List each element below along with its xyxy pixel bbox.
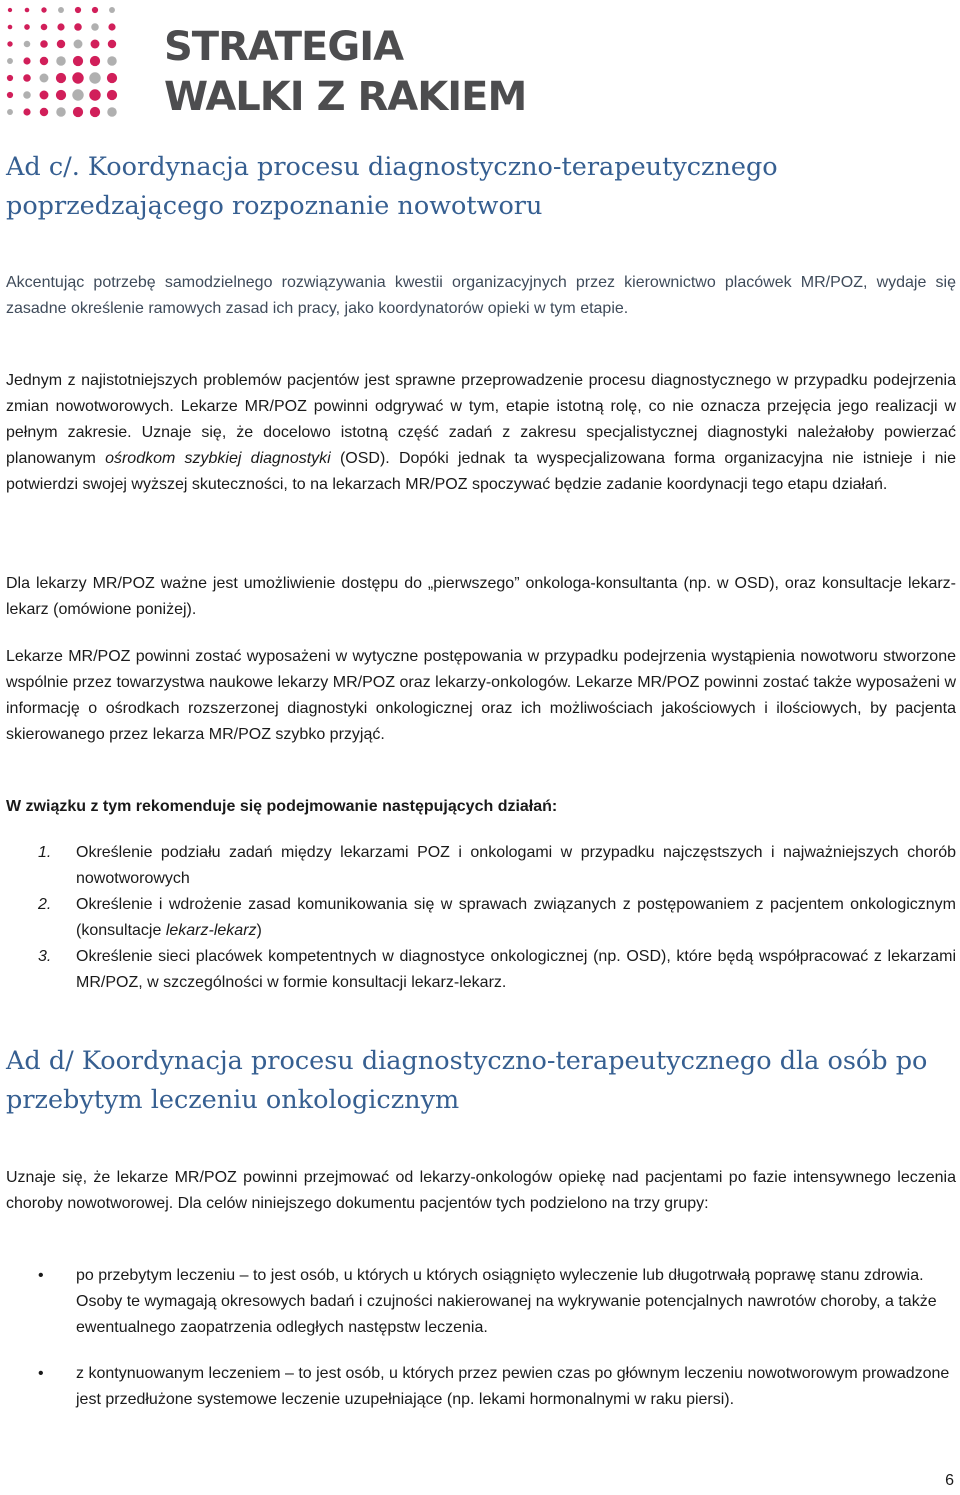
logo-dot <box>23 57 30 64</box>
logo-dot <box>23 74 31 82</box>
section-d-heading-line-1: Ad d/ Koordynacja procesu diagnostyczno-terapeutycznego dla osób po <box>6 1046 928 1076</box>
list-item <box>6 944 956 996</box>
logo-dot <box>109 7 115 13</box>
logo-dot <box>7 41 12 46</box>
section-d-paragraph-1: Uznaje się, że lekarze MR/POZ powinni przejmować od lekarzy-onkologów opiekę nad pacjentami po fazie intensywnego leczenia choroby nowotworowej. Dla celów niniejszego dokumentu pacjentów tych podzielono na trzy grupy: <box>6 1169 956 1212</box>
list-item-text-part-a: Określenie i wdrożenie zasad komunikowania się w sprawach związanych z postępowaniem z pacjentem onkologicznym (konsultacje <box>76 896 956 939</box>
section-c-paragraph-1: Akcentując potrzebę samodzielnego rozwiązywania kwestii organizacyjnych przez kierownictwo placówek MR/POZ, wydaje się zasadne określenie ramowych zasad ich pracy, jako koordynatorów opieki w tym etapie. <box>6 274 956 317</box>
list-item-text-italic: lekarz-lekarz <box>165 922 257 939</box>
logo-dot <box>56 56 66 66</box>
list-item-text: Określenie podziału zadań między lekarzami POZ i onkologami w przypadku najczęstszych i najważniejszych chorób nowotworowych <box>76 844 956 887</box>
list-item <box>6 1361 956 1413</box>
bullet-icon: • <box>38 1365 44 1382</box>
list-item <box>6 840 956 892</box>
recommendation-heading <box>6 794 956 820</box>
logo-dot <box>25 8 30 13</box>
logo-dot <box>56 90 66 100</box>
section-d-heading-line-2: przebytym leczeniu onkologicznym <box>6 1085 460 1115</box>
list-item-number: 3. <box>38 948 52 965</box>
logo-dot <box>72 72 83 83</box>
logo-dot <box>74 23 82 31</box>
list-item-number: 2. <box>38 896 52 913</box>
logo-dot <box>90 107 100 117</box>
list-item <box>6 1263 956 1341</box>
section-c-heading <box>6 148 778 226</box>
logo-dot <box>74 40 83 49</box>
logo-dot <box>40 57 48 65</box>
logo-dot <box>72 89 83 100</box>
section-c-paragraph-4: Lekarze MR/POZ powinni zostać wyposażeni w wytyczne postępowania w przypadku podejrzenia wystąpienia nowotworu stworzone wspólnie przez towarzystwa naukowe lekarzy MR/POZ oraz lekarzy-onkologów. Lekarze MR/POZ powinni zostać także wyposażeni w informację o ośrodkach rozszerzonej diagnostyki onkologicznej oraz ich możliwościach jakościowych i ilościowych, by pacjenta skierowanego przez lekarza MR/POZ szybko przyjąć. <box>6 648 956 743</box>
logo-dot <box>92 7 98 13</box>
logo-line-2: WALKI Z RAKIEM <box>164 74 527 120</box>
logo-dot <box>24 24 30 30</box>
section-c-heading-line-2: poprzedzającego rozpoznanie nowotworu <box>6 191 543 221</box>
section-c-heading-line-1: Ad c/. Koordynacja procesu diagnostyczno-terapeutycznego <box>6 152 778 182</box>
logo-dot <box>41 7 46 12</box>
logo-dot <box>40 108 48 116</box>
logo-dot <box>108 40 116 48</box>
recommendation-list <box>6 840 956 996</box>
logo-dot <box>75 7 81 13</box>
logo-dot <box>24 41 31 48</box>
page-number: 6 <box>945 1472 954 1489</box>
logo-dot <box>107 90 117 100</box>
section-c-paragraph-2-part-b: (OSD). Dopóki jednak ta wyspecjalizowana forma organizacyjna nie istnieje i nie potwierdzi swojej wyższej skuteczności, to na lekarzach MR/POZ spoczywać będzie zadanie koordynacji tego etapu działań. <box>6 450 957 493</box>
section-c-paragraph-2-italic: ośrodkom szybkiej diagnostyki <box>105 450 331 467</box>
logo-dot <box>7 75 13 81</box>
list-item-text-part-b: ) <box>256 922 262 939</box>
list-item-text: po przebytym leczeniu – to jest osób, u których u których osiągnięto wyleczenie lub długotrwałą poprawę stanu zdrowia. Osoby te wymagają okresowych badań i czujności nakierowanej na wykrywanie potencjalnych nawrotów choroby, a także ewentualnego zaopatrzenia odległych następstw leczenia. <box>76 1267 937 1336</box>
list-item-text: Określenie sieci placówek kompetentnych w diagnostyce onkologicznej (np. OSD), które będą współpracować z lekarzami MR/POZ, w szczególności w formie konsultacji lekarz-lekarz. <box>76 948 956 991</box>
logo-dot <box>7 109 13 115</box>
section-d-heading <box>6 1042 927 1120</box>
section-c-paragraph-3: Dla lekarzy MR/POZ ważne jest umożliwienie dostępu do „pierwszego” onkologa-konsultanta (np. w OSD), oraz konsultacje lekarz-lekarz (omówione poniżej). <box>6 575 956 618</box>
logo-wordmark <box>164 22 526 122</box>
logo-dot <box>58 7 64 13</box>
patient-groups-list <box>6 1263 956 1413</box>
logo-dot <box>91 23 99 31</box>
logo-dot <box>107 107 117 117</box>
logo-dot <box>56 73 66 83</box>
logo-dot <box>7 92 13 98</box>
logo-dot <box>23 91 31 99</box>
logo-dot <box>40 40 48 48</box>
list-item <box>6 892 956 944</box>
section-c-paragraph-2 <box>6 368 956 498</box>
logo-dot <box>89 72 100 83</box>
logo-dot <box>91 40 100 49</box>
logo-dot <box>40 74 49 83</box>
logo-dot <box>73 107 83 117</box>
logo-dot <box>107 56 117 66</box>
logo-dot <box>89 89 100 100</box>
list-item-number: 1. <box>38 844 52 861</box>
bullet-icon: • <box>38 1267 44 1284</box>
logo-dot <box>7 58 13 64</box>
logo-dot <box>40 91 49 100</box>
logo-dot <box>57 23 64 30</box>
logo-dot <box>56 107 66 117</box>
logo-dot <box>108 23 115 30</box>
logo-dot <box>23 108 30 115</box>
logo-dot <box>57 40 65 48</box>
logo-dot <box>107 73 117 83</box>
list-item-text: z kontynuowanym leczeniem – to jest osób, u których przez pewien czas po głównym leczeniu nowotworowym prowadzone jest przedłużone systemowe leczenie uzupełniające (np. lekami hormonalnymi w raku piersi). <box>76 1365 950 1408</box>
logo-dot <box>90 56 100 66</box>
logo-dot <box>41 24 48 31</box>
logo-dot <box>8 8 12 12</box>
section-c-paragraph-2-part-a: Jednym z najistotniejszych problemów pacjentów jest sprawne przeprowadzenie procesu diagnostycznego w przypadku podejrzenia zmian nowotworowych. Lekarze MR/POZ powinni odgrywać w tym, etapie istotną rolę, co nie oznacza przejęcia jego realizacji w pełnym zakresie. Uznaje się, że docelowo istotną część zadań z zakresu specjalistycznej diagnostyki należałoby powierzać planowanym <box>6 372 956 467</box>
recommendation-heading-text: W związku z tym rekomenduje się podejmowanie następujących działań: <box>6 798 558 815</box>
logo-dot <box>73 56 83 66</box>
logo-dot <box>8 25 13 30</box>
logo-line-1: STRATEGIA <box>164 24 404 70</box>
logo-dots-icon <box>0 0 128 128</box>
